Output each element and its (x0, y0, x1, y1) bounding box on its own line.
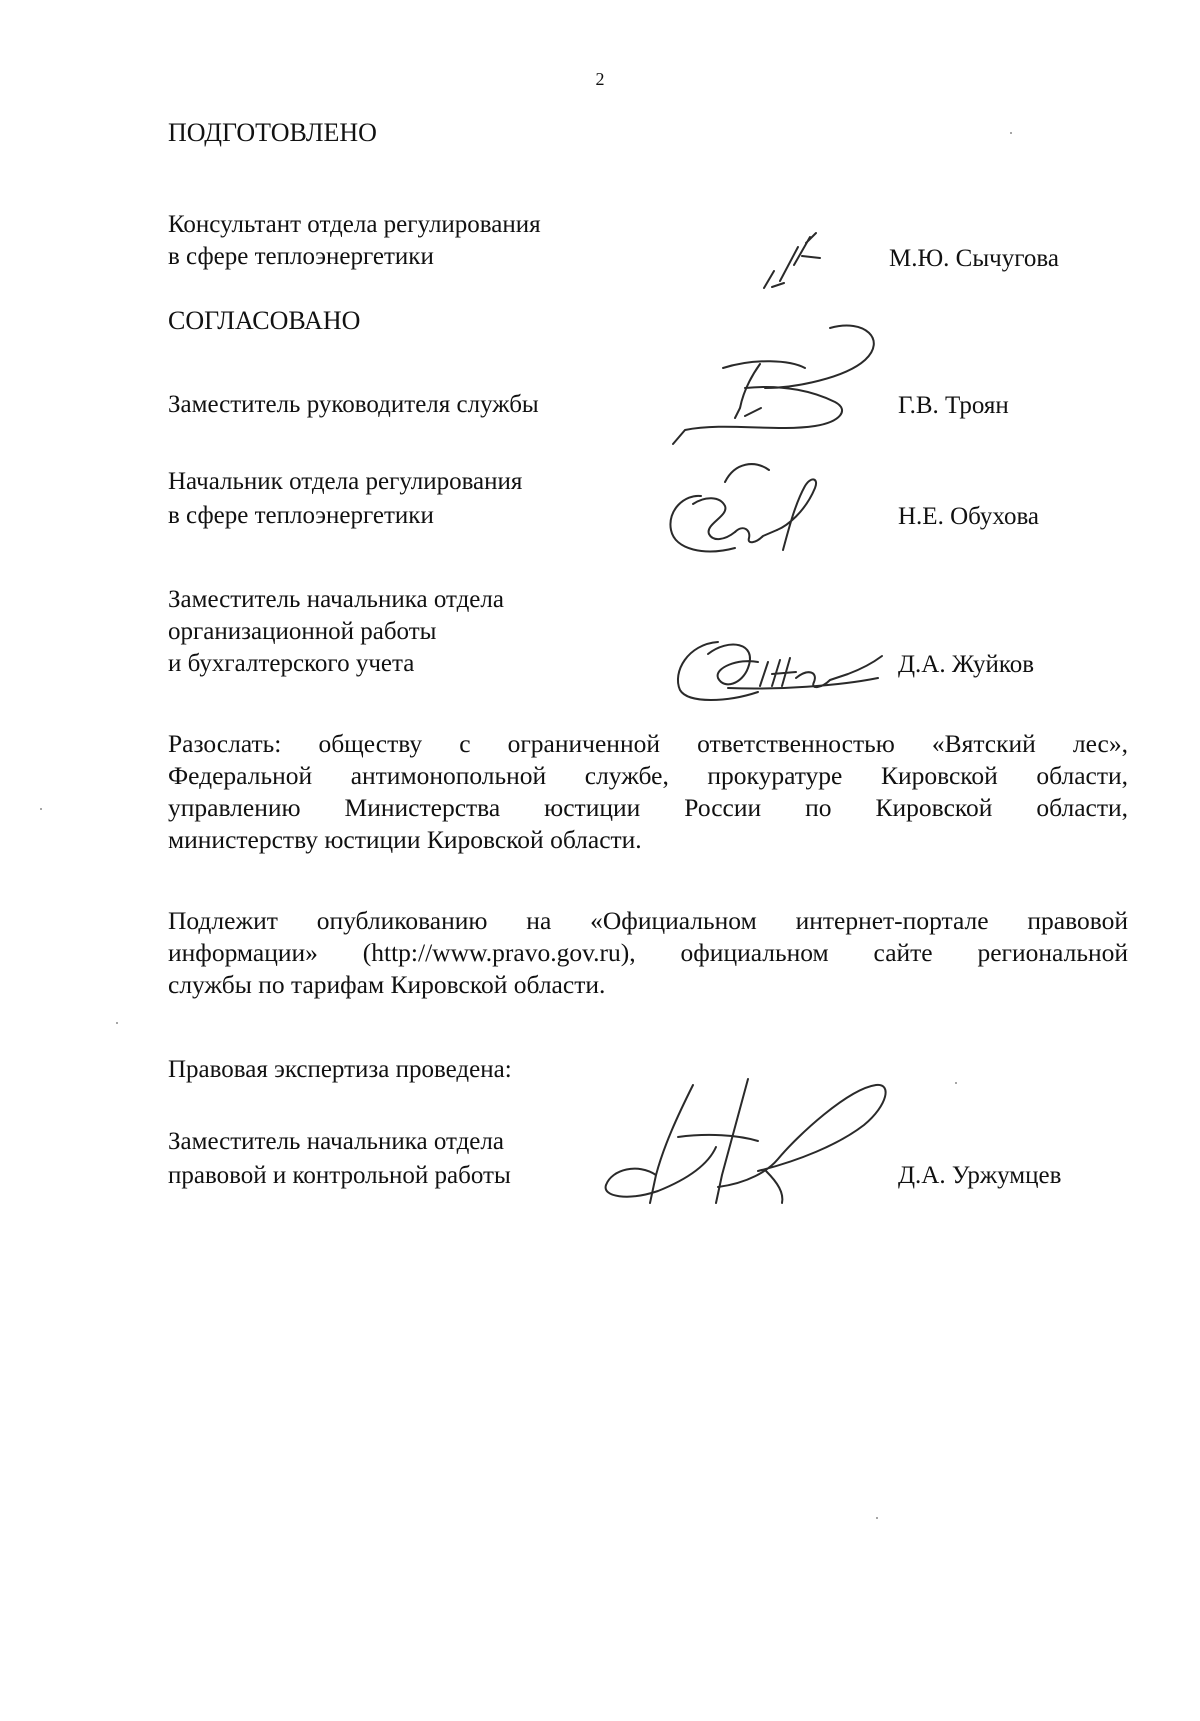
prepared-position-line-1: Консультант отдела регулирования (168, 211, 541, 238)
agreed-3-position-line-1: Заместитель начальника отдела (168, 586, 504, 613)
agreed-3-name: Д.А. Жуйков (898, 651, 1035, 678)
scan-speck (955, 1082, 957, 1084)
page-number: 2 (595, 69, 605, 89)
prepared-heading: ПОДГОТОВЛЕНО (168, 118, 377, 147)
distribution-line: Разослать: обществу с ограниченной ответственностью «Вятский лес», (168, 729, 1128, 758)
agreed-2-position-line-1: Начальник отдела регулирования (168, 468, 523, 495)
legal-review-position-line-1: Заместитель начальника отдела (168, 1128, 504, 1155)
publication-line: Подлежит опубликованию на «Официальном интернет-портале правовой (168, 906, 1128, 935)
scan-speck (1010, 132, 1012, 134)
scan-speck (876, 1517, 878, 1519)
agreed-1-name: Г.В. Троян (898, 392, 1009, 419)
agreed-3-position-line-2: организационной работы (168, 618, 437, 645)
agreed-2-position-line-2: в сфере теплоэнергетики (168, 502, 434, 529)
signature-troyan (665, 318, 895, 453)
agreed-2-name: Н.Е. Обухова (898, 503, 1040, 530)
publication-text (168, 905, 1128, 1001)
publication-line: информации» (http://www.pravo.gov.ru), официальном сайте региональной (168, 938, 1128, 967)
scan-speck (116, 1022, 118, 1024)
prepared-position-line-2: в сфере теплоэнергетики (168, 243, 434, 270)
signature-urzhumtsev (598, 1075, 903, 1210)
publication-line: службы по тарифам Кировской области. (168, 970, 606, 999)
agreed-heading: СОГЛАСОВАНО (168, 306, 361, 335)
signature-zhuykov (668, 628, 898, 708)
distribution-line: управлению Министерства юстиции России по Кировской области, (168, 793, 1128, 822)
legal-review-position-line-2: правовой и контрольной работы (168, 1162, 511, 1189)
distribution-text (168, 728, 1128, 856)
agreed-1-position-line-1: Заместитель руководителя службы (168, 391, 539, 418)
legal-review-heading: Правовая экспертиза проведена: (168, 1056, 512, 1083)
signature-sychugova (750, 225, 840, 305)
legal-review-name: Д.А. Уржумцев (898, 1162, 1062, 1189)
scan-speck (40, 808, 42, 810)
distribution-line: Федеральной антимонопольной службе, прокуратуре Кировской области, (168, 761, 1128, 790)
agreed-3-position-line-3: и бухгалтерского учета (168, 650, 415, 677)
prepared-name: М.Ю. Сычугова (889, 245, 1059, 272)
signature-obukhova (665, 452, 845, 562)
distribution-line: министерству юстиции Кировской области. (168, 825, 642, 854)
